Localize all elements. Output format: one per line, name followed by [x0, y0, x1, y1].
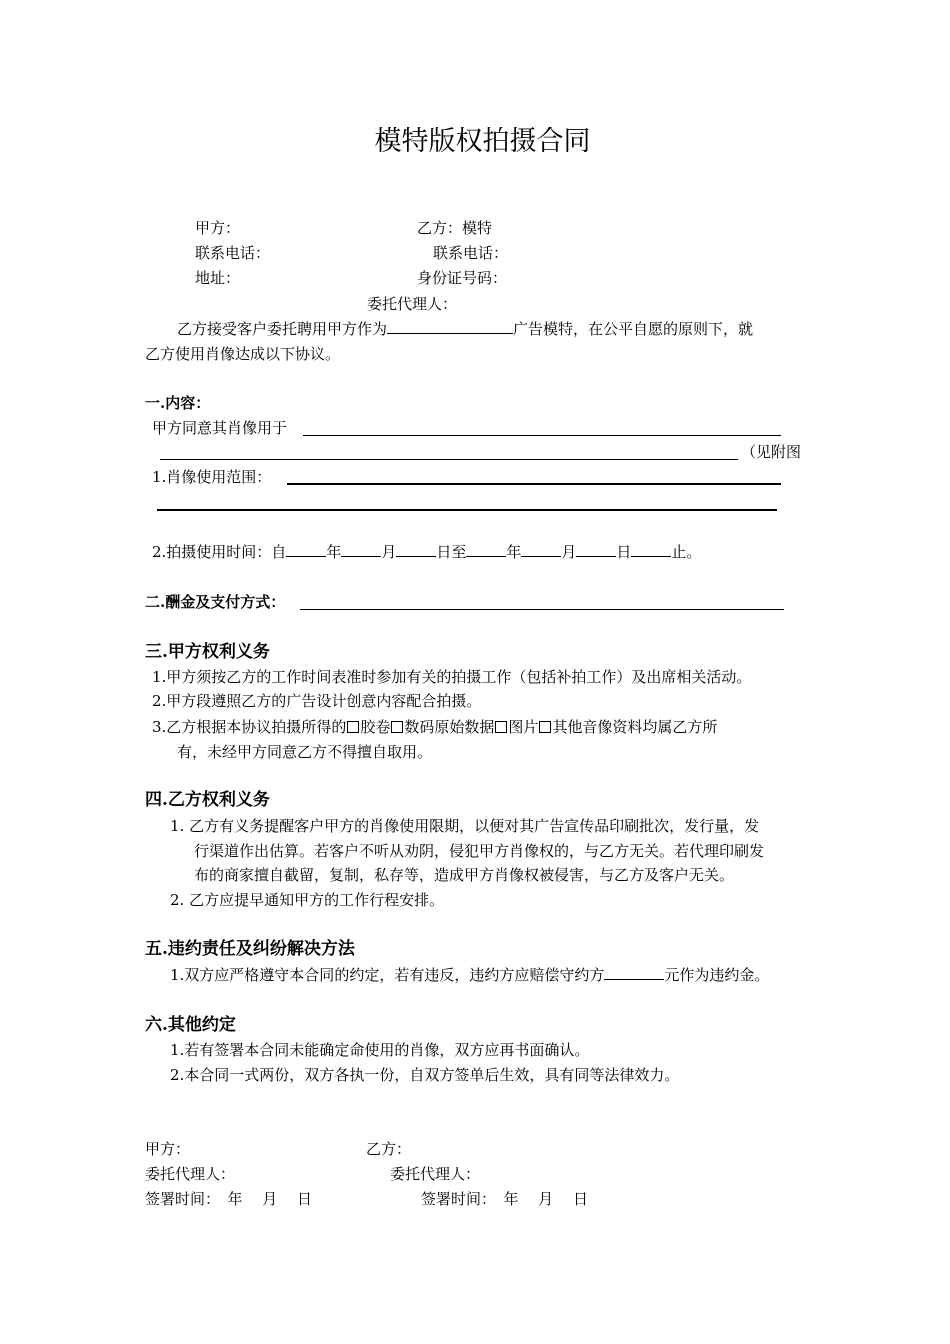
- party-a-phone-label: 联系电话：: [195, 244, 271, 262]
- party-b-duty-2: 2. 乙方应提早通知甲方的工作行程安排。: [170, 891, 445, 909]
- start-year-blank[interactable]: [286, 541, 326, 557]
- consent-blank-line-1[interactable]: [303, 435, 781, 436]
- breach-clause-prefix: 1.双方应严格遵守本合同的约定，若有违反，违约方应赔偿守约方: [170, 966, 605, 984]
- party-b-label: 乙方：模特: [417, 219, 493, 237]
- intro-line-2: 乙方使用肖像达成以下协议。: [145, 345, 341, 363]
- intro-part-2: 广告模特，在公平自愿的原则下，就: [513, 320, 754, 338]
- period-end-label: 止。: [671, 543, 702, 561]
- other-term-2: 2.本合同一式两份，双方各执一份，自双方签单后生效，具有同等法律效力。: [170, 1066, 680, 1084]
- usage-scope-label: 1.肖像使用范围：: [152, 468, 272, 486]
- party-a-duty-3-prefix: 3.乙方根据本协议拍摄所得的: [152, 718, 347, 736]
- payment-blank-line[interactable]: [300, 609, 784, 610]
- party-b-id-label: 身份证号码：: [417, 269, 508, 287]
- section-3-heading: 三.甲方权利义务: [145, 642, 270, 662]
- party-a-duty-1: 1.甲方须按乙方的工作时间表准时参加有关的拍摄工作（包括补拍工作）及出席相关活动。: [152, 668, 752, 686]
- party-a-duty-3: [152, 717, 717, 737]
- signature-date-a: 签署时间： 年 月 日: [145, 1190, 313, 1208]
- breach-clause-suffix: 元作为违约金。: [664, 966, 770, 984]
- signature-agent-a: 委托代理人：: [145, 1165, 236, 1183]
- party-b-duty-1-line-1: 1. 乙方有义务提醒客户甲方的肖像使用限期，以便对其广告宣传品印刷批次，发行量，发: [170, 817, 760, 835]
- photo-checkbox[interactable]: [495, 721, 507, 733]
- party-b-duty-1-line-2: 行渠道作出估算。若客户不听从劝阴，侵犯甲方肖像权的，与乙方无关。若代理印刷发: [194, 842, 765, 860]
- section-1-heading: 一.内容：: [145, 394, 211, 412]
- section-4-heading: 四.乙方权利义务: [145, 790, 270, 810]
- year-label: 年: [506, 543, 522, 561]
- shoot-period-prefix: 2.拍摄使用时间：自: [152, 543, 287, 561]
- month-label: 月: [381, 543, 397, 561]
- other-media-checkbox[interactable]: [539, 721, 551, 733]
- party-b-duty-1-line-3: 布的商家擅自截留，复制，私存等，造成甲方肖像权被侵害，与乙方及客户无关。: [194, 866, 735, 884]
- penalty-amount-blank[interactable]: [604, 964, 664, 980]
- model-type-blank[interactable]: [387, 318, 513, 334]
- intro-part-1: 乙方接受客户委托聘用甲方作为: [177, 320, 388, 338]
- section-5-heading: 五.违约责任及纠纷解决方法: [145, 939, 355, 959]
- day-label: 日: [616, 543, 632, 561]
- film-option-label: 胶卷: [360, 718, 391, 736]
- consent-blank-line-2[interactable]: [160, 459, 738, 460]
- signature-date-b: 签署时间： 年 月 日: [421, 1190, 589, 1208]
- year-label: 年: [326, 543, 342, 561]
- shoot-period-line: [152, 541, 701, 562]
- party-b-phone-label: 联系电话：: [433, 244, 509, 262]
- other-media-option-label: 其他音像资料均属乙方所: [552, 718, 718, 736]
- digital-raw-option-label: 数码原始数据: [404, 718, 495, 736]
- consent-label: 甲方同意其肖像用于: [152, 419, 288, 437]
- day-to-label: 日至: [436, 543, 467, 561]
- intro-line-1: [177, 318, 753, 339]
- start-day-blank[interactable]: [396, 541, 436, 557]
- breach-clause: [170, 964, 769, 985]
- party-a-address-label: 地址：: [195, 269, 241, 287]
- signature-party-b: 乙方：: [366, 1140, 412, 1158]
- signature-party-a: 甲方：: [145, 1140, 191, 1158]
- end-day-blank[interactable]: [576, 541, 616, 557]
- page-title: 模特版权拍摄合同: [374, 126, 591, 157]
- section-6-heading: 六.其他约定: [145, 1015, 236, 1035]
- see-appendix-note: （见附图: [741, 443, 802, 461]
- signature-agent-b: 委托代理人：: [390, 1165, 481, 1183]
- film-checkbox[interactable]: [347, 721, 359, 733]
- party-a-duty-3-cont: 有，未经甲方同意乙方不得擅自取用。: [177, 743, 433, 761]
- month-label: 月: [561, 543, 577, 561]
- start-month-blank[interactable]: [341, 541, 381, 557]
- party-a-label: 甲方：: [195, 219, 241, 237]
- other-term-1: 1.若有签署本合同未能确定命使用的肖像，双方应再书面确认。: [170, 1041, 590, 1059]
- photo-option-label: 图片: [508, 718, 539, 736]
- period-extra-blank[interactable]: [631, 541, 671, 557]
- usage-scope-blank-line-2[interactable]: [157, 509, 777, 511]
- end-month-blank[interactable]: [521, 541, 561, 557]
- usage-scope-blank-line-1[interactable]: [287, 483, 781, 485]
- digital-raw-checkbox[interactable]: [391, 721, 403, 733]
- agent-label: 委托代理人：: [367, 295, 458, 313]
- end-year-blank[interactable]: [466, 541, 506, 557]
- section-2-heading: 二.酬金及支付方式：: [145, 593, 286, 611]
- party-a-duty-2: 2.甲方段遵照乙方的广告设计创意内容配合拍摄。: [152, 692, 482, 710]
